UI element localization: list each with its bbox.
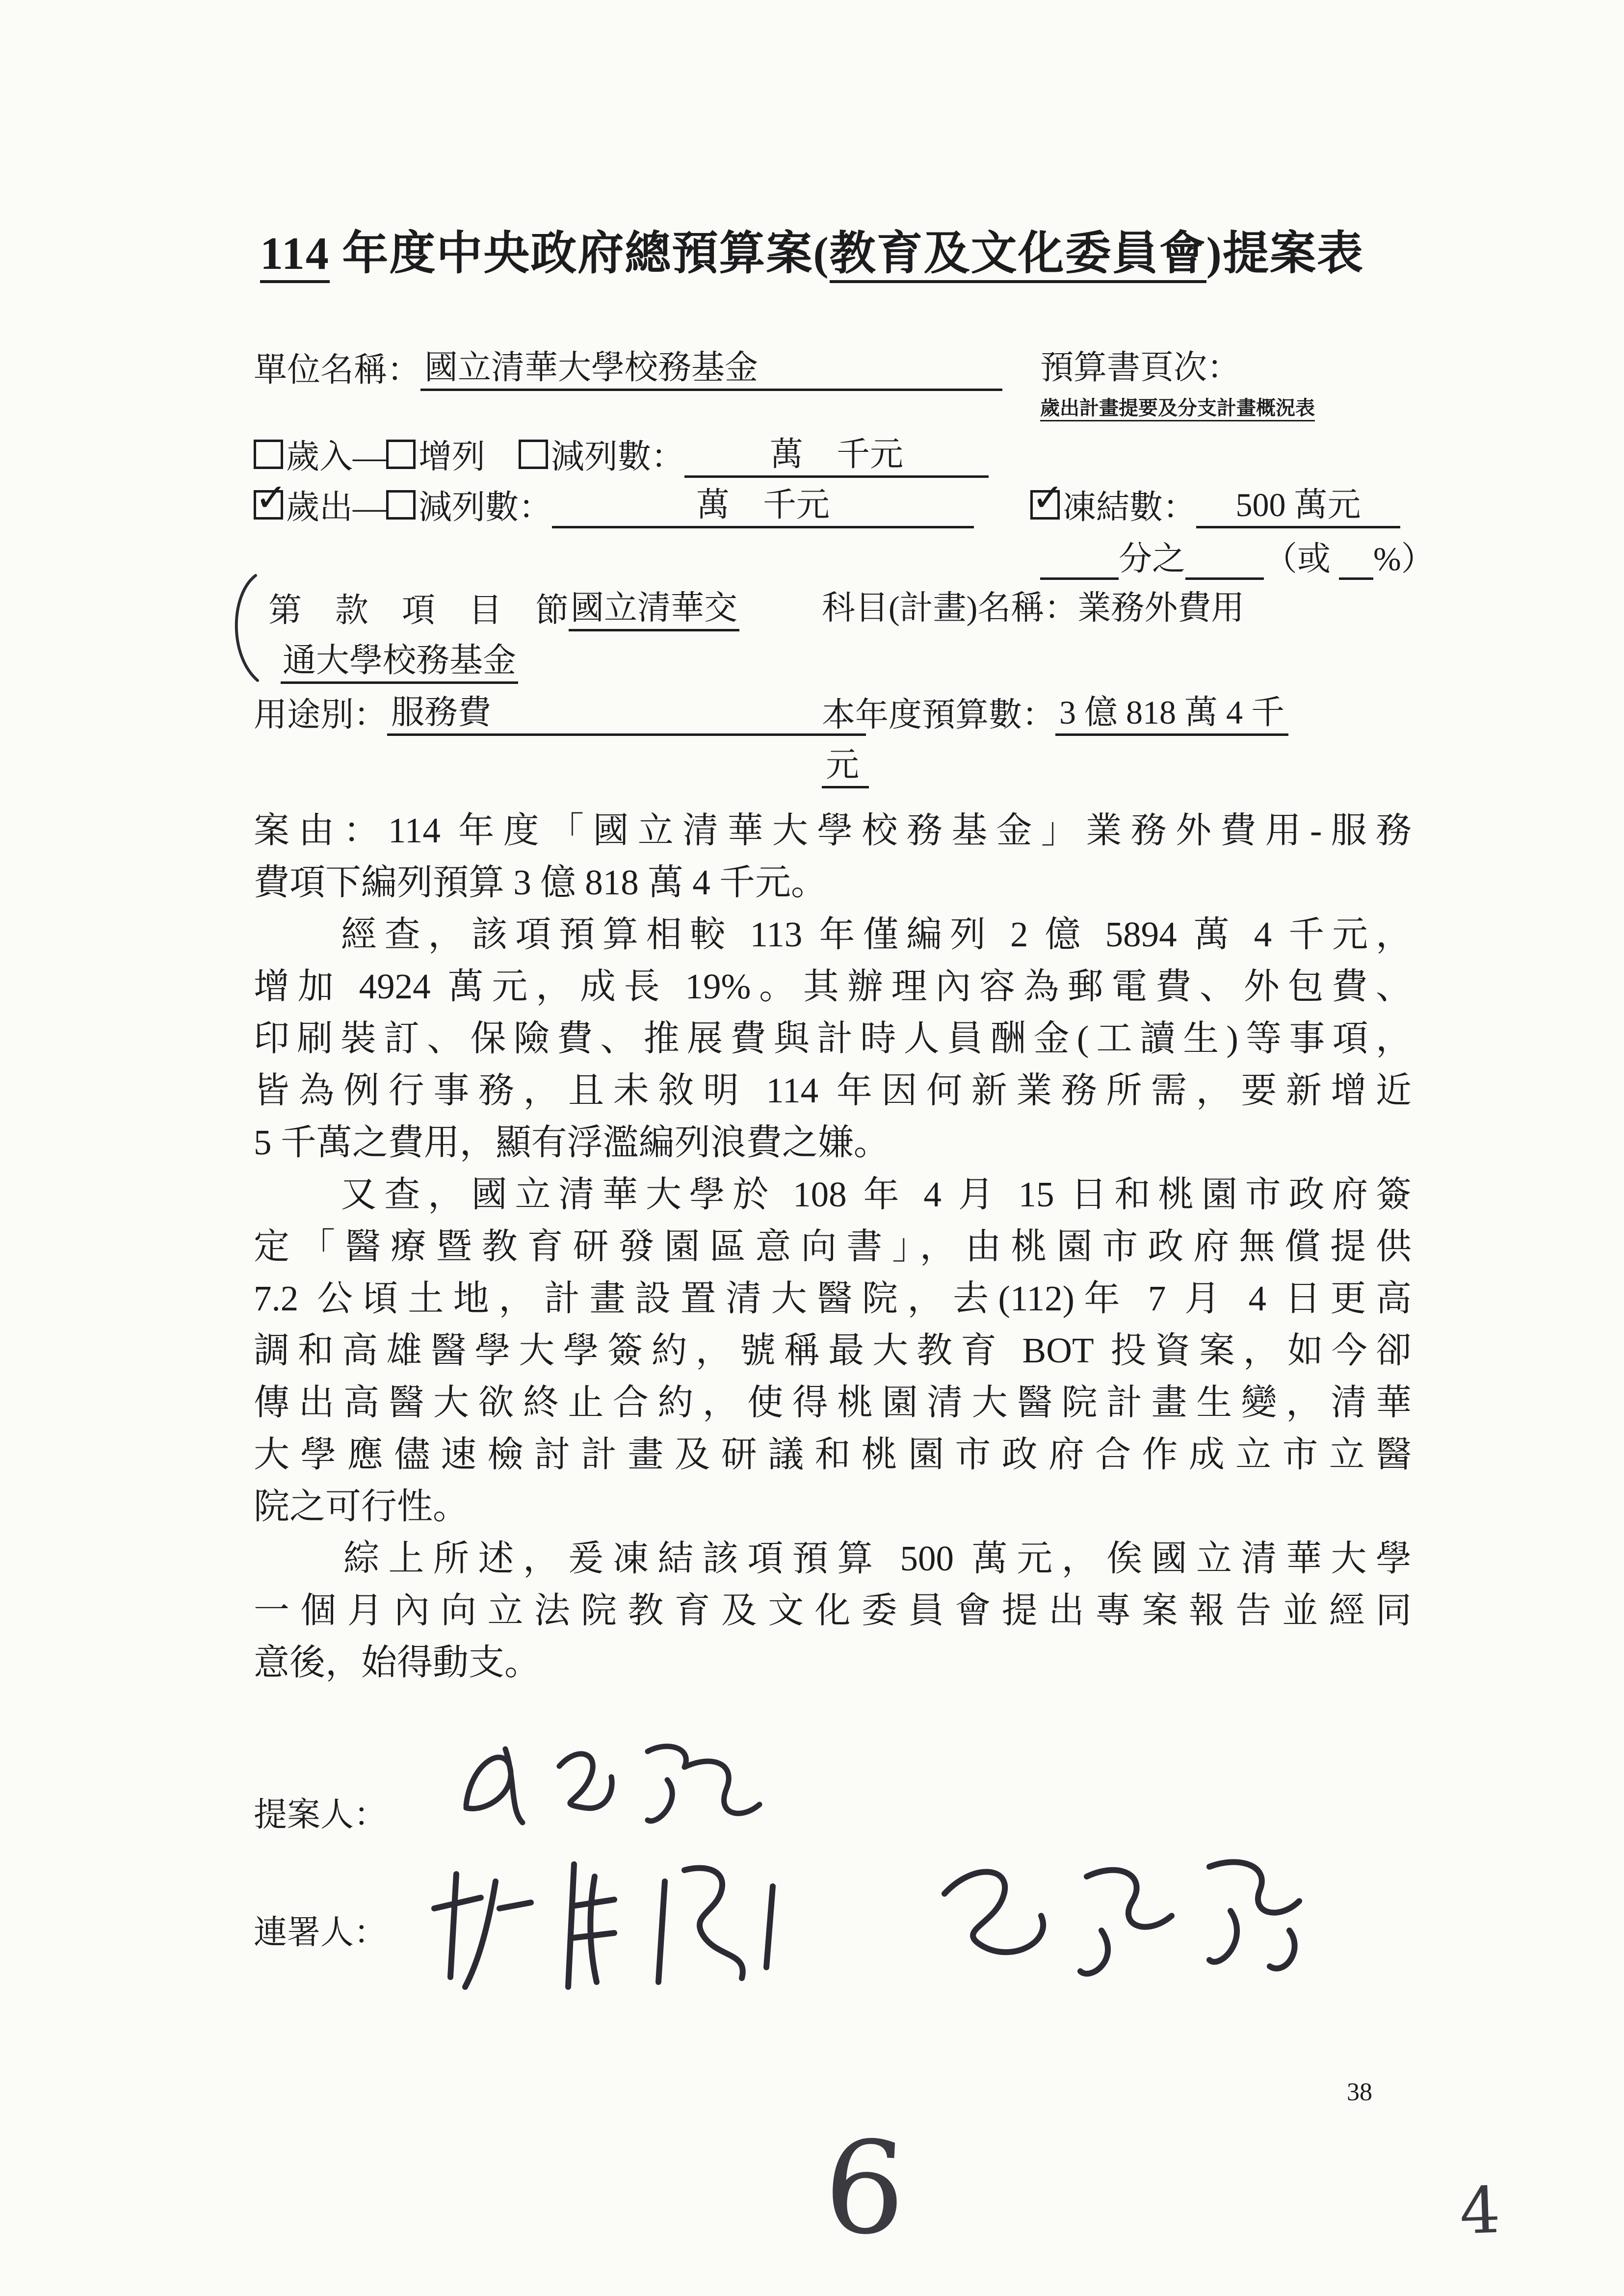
body-line: 傳出高醫大欲終止合約，使得桃園清大醫院計畫生變，清華 [254, 1383, 1412, 1422]
body-line: 大學應儘速檢討計畫及研議和桃園市政府合作成立市立醫 [254, 1435, 1412, 1474]
cosigner-signature-2 [913, 1830, 1344, 1997]
usage-value: 服務費 [387, 686, 866, 736]
body-line: 院之可行性。 [254, 1487, 469, 1526]
outcome-row: ✓歲出— 減列數： 萬 千元 [254, 478, 974, 528]
subject-row [822, 581, 1244, 629]
usage-row [254, 686, 866, 736]
body-line: 印刷裝訂、保險費、推展費與計時人員酬金(工讀生)等事項， [254, 1018, 1412, 1058]
fraction-blank-1 [1040, 577, 1119, 580]
page-title: 114 年度中央政府總預算案(教育及文化委員會)提案表 [0, 216, 1624, 282]
checkbox-reduce-1 [519, 440, 548, 469]
unit-name-value: 國立清華大學校務基金 [420, 341, 1002, 391]
unit-name-label: 單位名稱： [254, 351, 421, 389]
checkbox-frozen [1030, 490, 1060, 520]
body-line: 經查，該項預算相較 113 年僅編列 2 億 5894 萬 4 千元， [254, 914, 1412, 954]
handwritten-digit-corner: 4 [1458, 2172, 1502, 2249]
title-year: 114 [260, 228, 330, 283]
proposer-label: 提案人： [254, 1796, 388, 1833]
checkbox-reduce-2 [386, 490, 416, 520]
proposer-signature [432, 1717, 775, 1850]
title-committee: 教育及文化委員會 [830, 228, 1206, 283]
body-line: 5 千萬之費用，顯有浮濫編列浪費之嫌。 [254, 1122, 890, 1162]
annual-budget-row [822, 686, 1288, 736]
case-body [254, 805, 1412, 1689]
usage-label: 用途別： [254, 696, 388, 733]
frozen-row [1030, 478, 1400, 528]
item-row-continued [281, 634, 518, 684]
frozen-label: 凍結數： [1063, 489, 1197, 526]
annual-budget-label: 本年度預算數： [822, 696, 1056, 733]
body-line: 案由：114 年度「國立清華大學校務基金」業務外費用-服務 [254, 810, 1412, 850]
body-line: 又查，國立清華大學於 108 年 4 月 15 日和桃園市政府簽 [254, 1174, 1412, 1214]
body-line: 綜上所述，爰凍結該項預算 500 萬元，俟國立清華大學 [254, 1539, 1412, 1578]
item-labels: 第 款 項 目 節 [268, 592, 569, 629]
checkbox-add [386, 440, 416, 469]
body-line: 定「醫療暨教育研發園區意向書」，由桃園市政府無償提供 [254, 1226, 1412, 1266]
body-line: 調和高雄醫學大學簽約，號稱最大教育 BOT 投資案，如今卻 [254, 1331, 1412, 1370]
handwritten-bracket [223, 572, 262, 684]
fraction-pct-blank [1339, 577, 1373, 580]
body-line: 費項下編列預算 3 億 818 萬 4 千元。 [254, 862, 827, 902]
body-line: 意後，始得動支。 [254, 1643, 540, 1682]
budget-page-label: 預算書頁次： [1040, 349, 1241, 386]
body-line: 皆為例行事務，且未敘明 114 年因何新業務所需，要新增近 [254, 1070, 1412, 1110]
outcome-amount-blank: 萬 千元 [552, 478, 974, 528]
fraction-blank-2 [1185, 577, 1264, 580]
subject-label: 科目(計畫)名稱： [822, 589, 1078, 626]
body-line: 一個月內向立法院教育及文化委員會提出專案報告並經同 [254, 1591, 1412, 1630]
frozen-value: 500 萬元 [1196, 478, 1400, 528]
checkbox-outcome [254, 490, 283, 520]
fraction-row: 分之 （或 %） [1040, 532, 1435, 580]
income-row: 歲入— 增列 減列數： 萬 千元 [254, 428, 989, 478]
item-value-line1: 國立清華交 [569, 581, 739, 631]
item-row [268, 581, 739, 631]
annual-budget-row-continued [822, 738, 869, 788]
unit-name-row [254, 341, 1002, 391]
body-line: 增加 4924 萬元，成長 19%。其辦理內容為郵電費、外包費、 [254, 966, 1412, 1006]
subject-value: 業務外費用 [1077, 589, 1245, 626]
cosigner-label: 連署人： [254, 1914, 388, 1951]
annual-budget-value-line1: 3 億 818 萬 4 千 [1055, 686, 1288, 736]
income-amount-blank: 萬 千元 [684, 428, 989, 478]
cosigner-signature-1 [422, 1835, 824, 2011]
item-value-line2: 通大學校務基金 [281, 634, 518, 684]
handwritten-digit-center: 6 [820, 2112, 910, 2265]
annual-budget-value-line2: 元 [822, 738, 869, 788]
budget-page-note: 歲出計畫提要及分支計畫概況表 [1040, 392, 1315, 420]
body-line: 7.2 公頃土地，計畫設置清大醫院，去(112)年 7 月 4 日更高 [254, 1278, 1412, 1318]
checkbox-income [254, 440, 283, 469]
page-number: 38 [1347, 2078, 1372, 2106]
